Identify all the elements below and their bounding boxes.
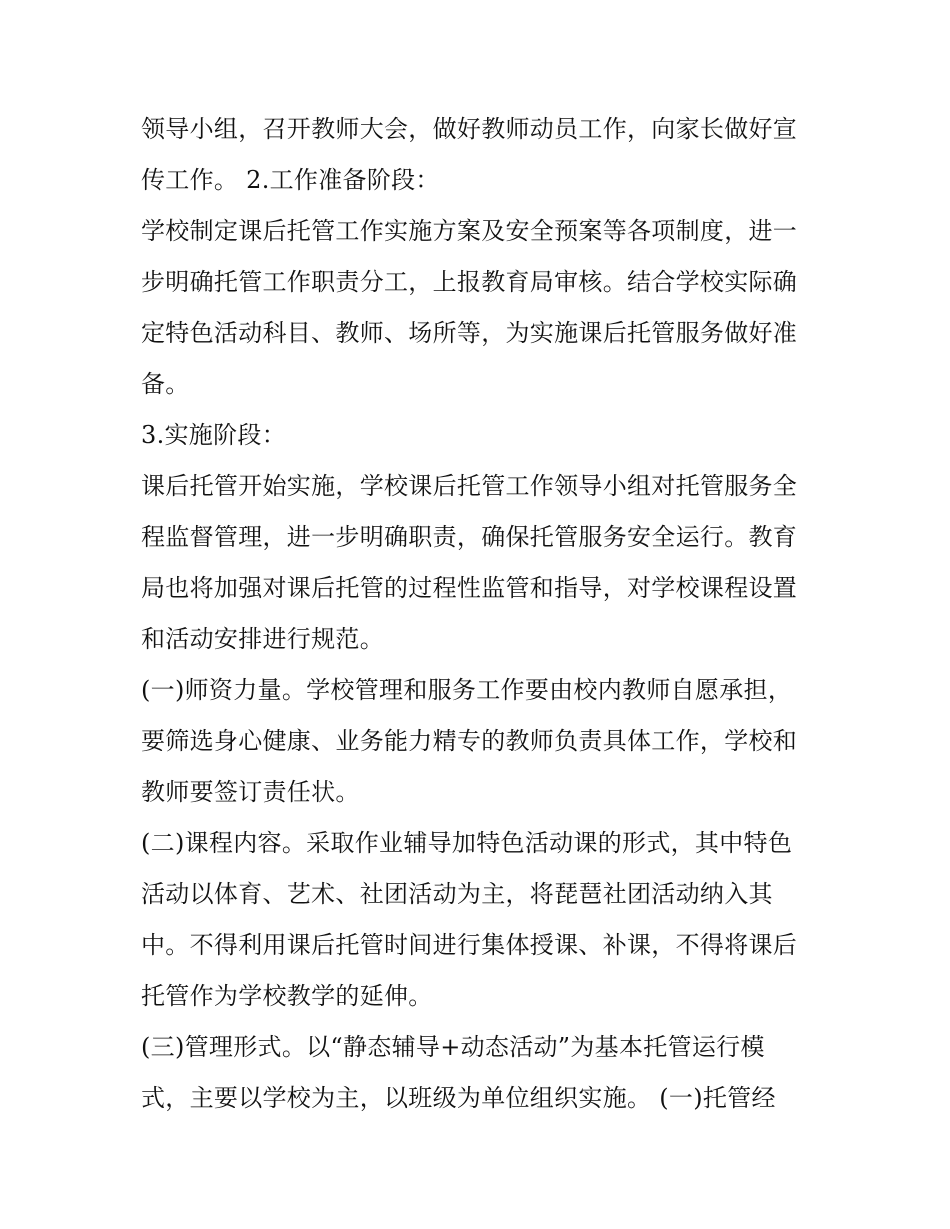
text-line: 局也将加强对课后托管的过程性监管和指导，对学校课程设置 [141, 574, 798, 602]
text-line: 3.实施阶段： [141, 421, 286, 449]
text-line: 中。不得利用课后托管时间进行集体授课、补课，不得将课后 [141, 931, 798, 959]
text-line: 要筛选身心健康、业务能力精专的教师负责具体工作，学校和 [141, 727, 798, 755]
text-line: 活动以体育、艺术、社团活动为主，将琵琶社团活动纳入其 [141, 880, 773, 908]
text-line: 步明确托管工作职责分工，上报教育局审核。结合学校实际确 [141, 268, 798, 296]
text-line: 传工作。 2.工作准备阶段： [141, 166, 440, 194]
text-line: 教师要签订责任状。 [141, 778, 360, 806]
text-line: 程监督管理，进一步明确职责，确保托管服务安全运行。教育 [141, 523, 798, 551]
text-line: 和活动安排进行规范。 [141, 625, 384, 653]
text-line: 领导小组，召开教师大会，做好教师动员工作，向家长做好宣 [141, 115, 798, 143]
text-line: 定特色活动科目、教师、场所等，为实施课后托管服务做好准 [141, 319, 798, 347]
text-line: (二)课程内容。采取作业辅导加特色活动课的形式，其中特色 [141, 829, 793, 857]
text-line: 式，主要以学校为主，以班级为单位组织实施。 (一)托管经 [141, 1084, 776, 1112]
text-line: 学校制定课后托管工作实施方案及安全预案等各项制度，进一 [141, 217, 798, 245]
text-line: (一)师资力量。学校管理和服务工作要由校内教师自愿承担， [141, 676, 793, 704]
text-line: (三)管理形式。以“静态辅导+动态活动”为基本托管运行模 [141, 1033, 765, 1061]
text-line: 课后托管开始实施，学校课后托管工作领导小组对托管服务全 [141, 472, 798, 500]
text-line: 托管作为学校教学的延伸。 [141, 982, 433, 1010]
text-line: 备。 [141, 370, 190, 398]
